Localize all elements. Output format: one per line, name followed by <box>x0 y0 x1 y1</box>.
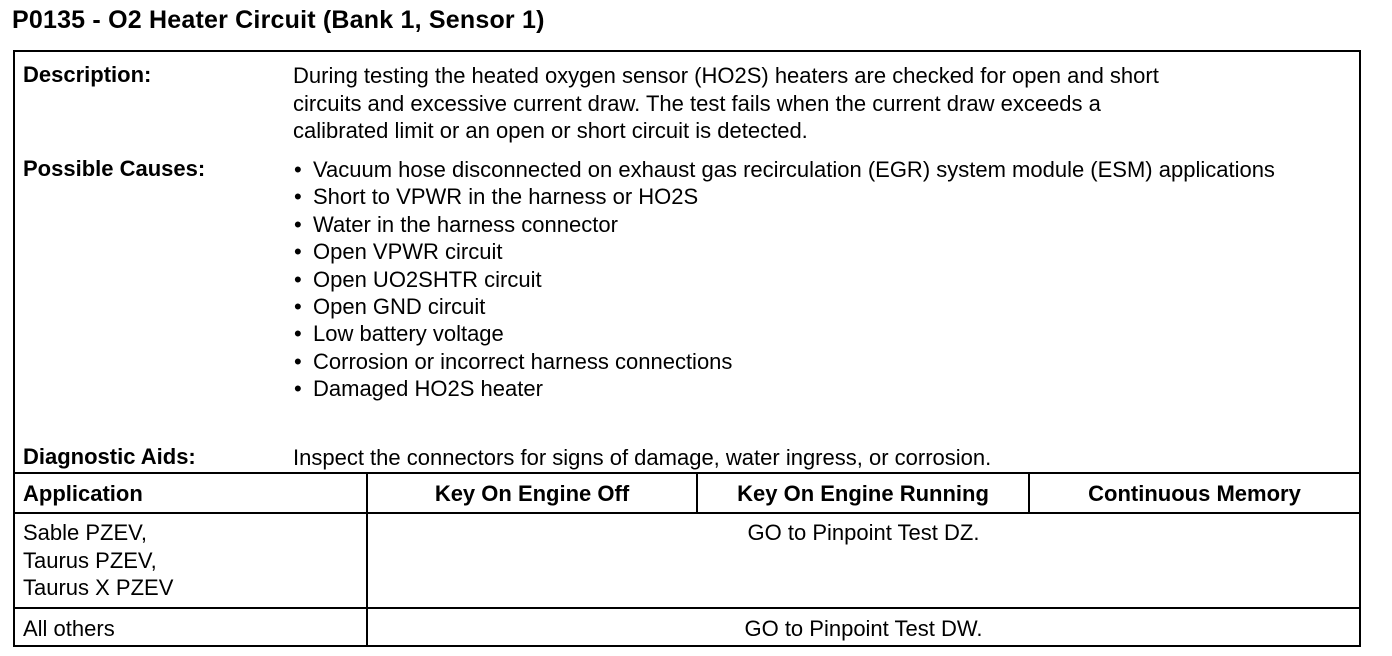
description-label: Description: <box>23 62 152 87</box>
diagnostic-aids-text: Inspect the connectors for signs of damage, water ingress, or corrosion. <box>293 445 992 470</box>
description-text <box>293 62 1319 145</box>
cause-item: • Vacuum hose disconnected on exhaust gas recirculation (EGR) system module (ESM) applications <box>293 156 1319 183</box>
application-line: Taurus PZEV, <box>23 547 157 573</box>
page-title: P0135 - O2 Heater Circuit (Bank 1, Sensor 1) <box>12 6 545 34</box>
description-line: During testing the heated oxygen sensor (HO2S) heaters are checked for open and short <box>293 63 1159 88</box>
table-row-application <box>23 519 173 602</box>
cause-item: • Short to VPWR in the harness or HO2S <box>293 183 1319 210</box>
cause-item: • Corrosion or incorrect harness connections <box>293 348 1319 375</box>
cause-item: • Low battery voltage <box>293 320 1319 347</box>
cause-item: • Open GND circuit <box>293 293 1319 320</box>
diagnostic-aids-label: Diagnostic Aids: <box>23 444 196 469</box>
table-header-continuous-memory: Continuous Memory <box>1088 481 1301 506</box>
description-line: circuits and excessive current draw. The test fails when the current draw exceeds a <box>293 90 1101 116</box>
table-header-divider <box>15 512 1359 514</box>
table-row-divider <box>15 607 1359 609</box>
cause-item: • Water in the harness connector <box>293 211 1319 238</box>
possible-causes-list-wrapper <box>293 156 1319 403</box>
application-line: Taurus X PZEV <box>23 575 174 600</box>
possible-causes-label: Possible Causes: <box>23 156 206 181</box>
possible-causes-list <box>293 156 1319 403</box>
table-header-koeo: Key On Engine Off <box>434 481 630 506</box>
cause-item: • Damaged HO2S heater <box>293 375 1319 402</box>
cause-item: • Open VPWR circuit <box>293 238 1319 265</box>
table-row-action: GO to Pinpoint Test DW. <box>744 616 983 641</box>
table-row-application: All others <box>23 616 115 641</box>
dtc-info-box <box>13 50 1361 647</box>
cause-item: • Open UO2SHTR circuit <box>293 266 1319 293</box>
application-line: Sable PZEV, <box>23 520 147 545</box>
table-header-koer: Key On Engine Running <box>737 481 989 506</box>
table-header-application: Application <box>23 481 143 506</box>
description-line: calibrated limit or an open or short circuit is detected. <box>293 118 808 143</box>
application-table <box>15 472 1359 645</box>
table-row-action: GO to Pinpoint Test DZ. <box>747 520 980 545</box>
